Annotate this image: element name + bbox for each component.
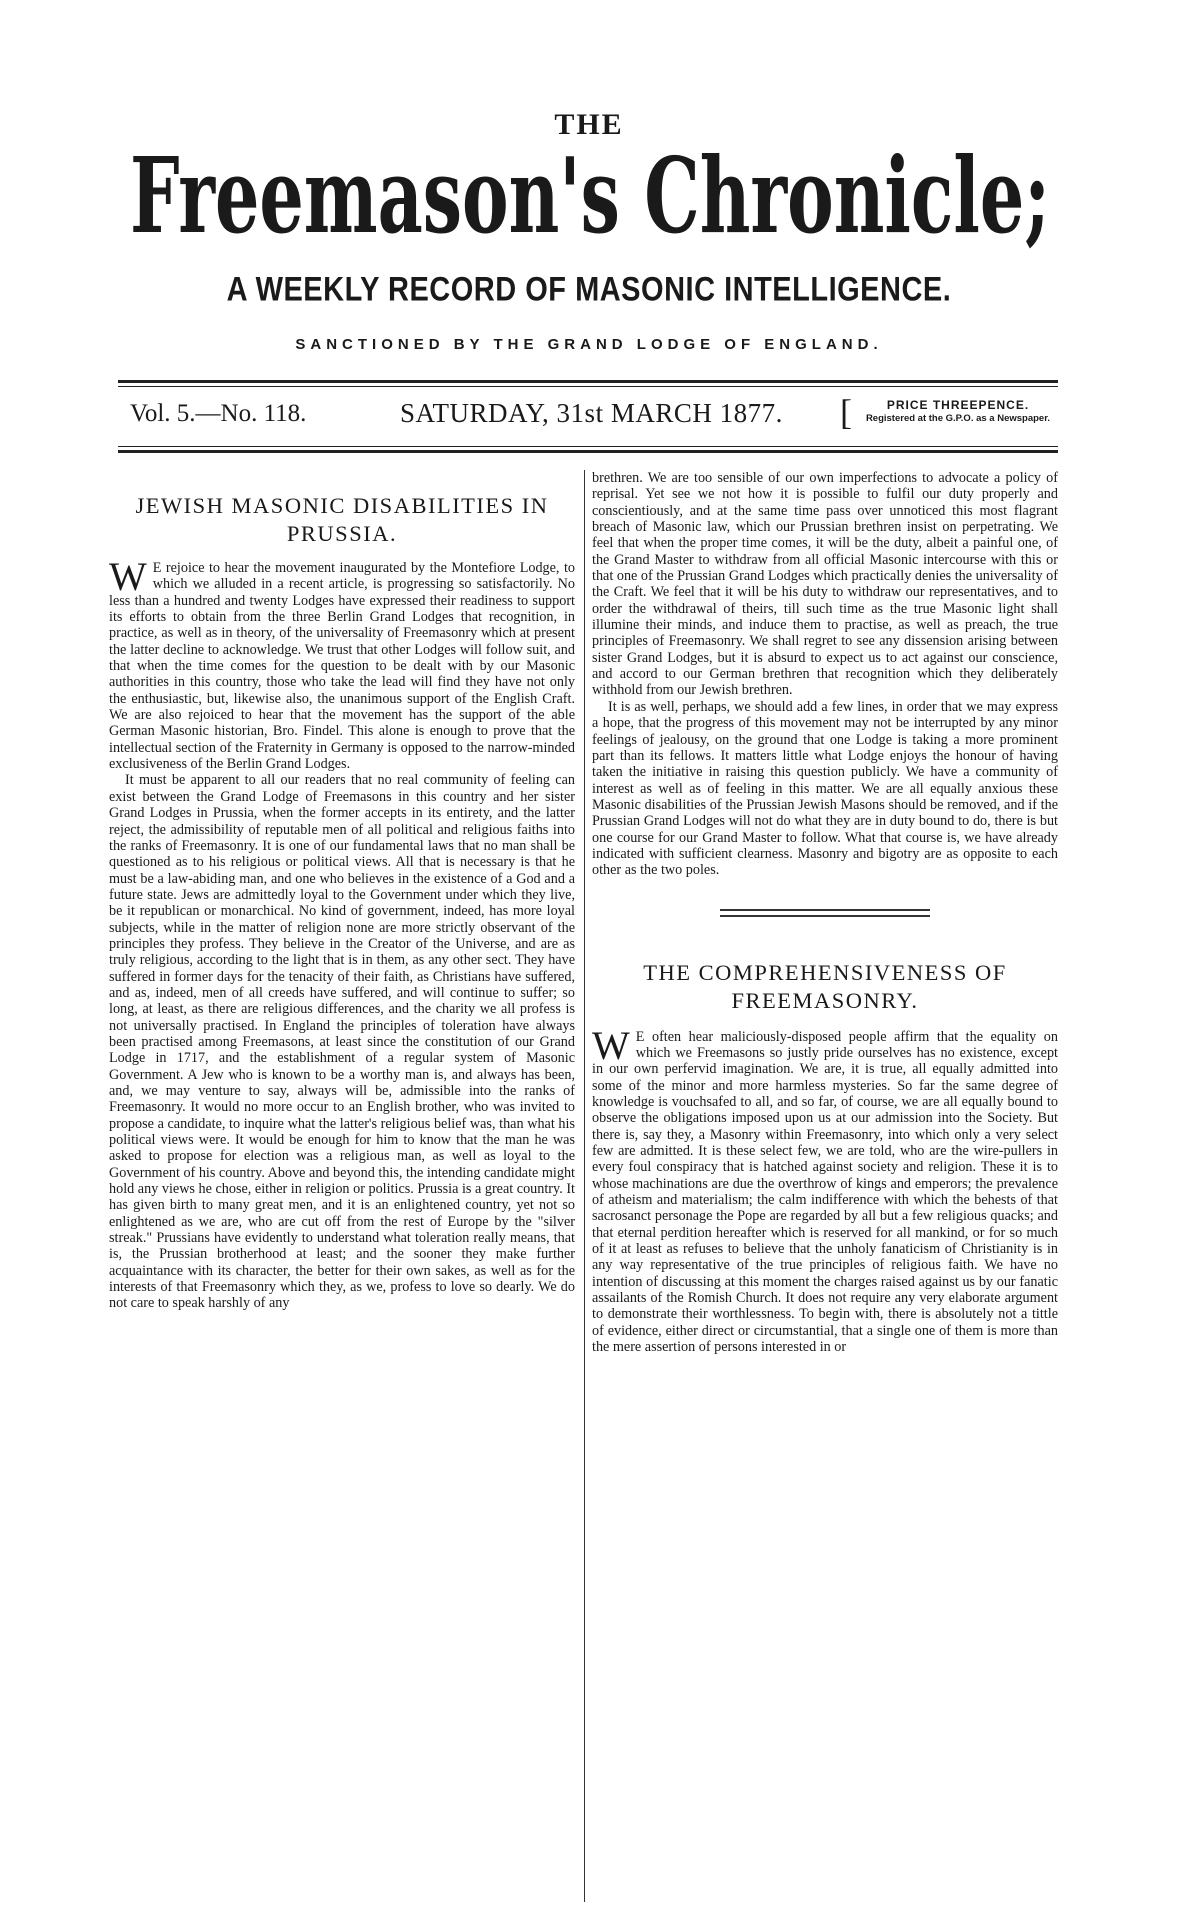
article-2-dropcap: W xyxy=(592,1022,630,1068)
issue-price: PRICE THREEPENCE. xyxy=(886,398,1030,412)
column-divider xyxy=(584,470,585,1902)
article-1-paragraph-3: brethren. We are too sensible of our own imperfections to advocate a policy of reprisal. Yet see we not how it is possible to fulfil our duty properly and conscientiously, and at the same time pass over unnoticed this most flagrant breach of Masonic law, which our Prussian brethren insist on perpetrating. We feel that when the proper time comes, it will be the duty, albeit a painful one, of the Grand Master to withdraw from all official Masonic intercourse with this or that one of the Prussian Grand Lodges which practically denies the universality of the Craft. We feel that it will be his duty to withdraw our representatives, and to order the withdrawal of theirs, till such time as the true Masonic light shall illumine their minds, and induce them to practise, as well as preach, the true principles of Freemasonry. We shall regret to see any dissension arising between sister Grand Lodges, but it is absurd to expect us to act against our conscience, and accord to our German brethren that recognition which they deliberately withhold from our Jewish brethren. xyxy=(592,470,1058,699)
article-1-title-line-2: PRUSSIA. xyxy=(286,521,398,546)
article-1-paragraph-1 xyxy=(109,554,575,773)
article-2-title-line-1: THE COMPREHENSIVENESS OF xyxy=(643,959,1007,985)
section-separator xyxy=(720,909,930,917)
article-1-title-line-1: JEWISH MASONIC DISABILITIES IN xyxy=(135,493,549,518)
column-right xyxy=(592,470,1058,1355)
issue-line xyxy=(118,394,1058,434)
issue-registration: Registered at the G.P.O. as a Newspaper. xyxy=(865,413,1051,424)
article-2-paragraph-1 xyxy=(592,1022,1058,1356)
price-bracket: [ xyxy=(840,392,852,432)
masthead-the: THE xyxy=(554,108,624,141)
article-2-paragraph-1-text: E often hear maliciously-disposed people affirm that the equality on which we Freemasons so justly pride ourselves has no existence, except in our own perfervid imagination. We are, it is true, all equally admitted into some of the minor and more harmless mysteries. So far the same degree of knowledge is vouchsafed to all, and so far, of course, we are all equally bound to observe the obligations imposed upon us at our admission into the Society. But there is, say they, a Masonry within Freemasonry, into which only a very select few are admitted. It is these select few, we are told, who are the wire-pullers in every foul conspiracy that is hatched against society and religion. These it is to whose machinations are due the overthrow of kings and emperors; the prevalence of atheism and materialism; the calm indifference with which the behests of that sacrosanct personage the Pope are regarded by all but a few religious quacks; and that eternal perdition hereafter which is reserved for all mankind, or for so much of it at least as refuses to believe that the unholy fanaticism of Christianity is in any way representative of the true principles of religious faith. We have no intention of discussing at this moment the charges raised against us by our fanatic assailants of the Romish Church. It does not require any very elaborate argument to demonstrate their worthlessness. To begin with, there is absolutely not a tittle of evidence, either direct or circumstantial, that a single one of them is more than the mere assertion of persons interested in or xyxy=(592,1028,1058,1356)
header-rule-bottom-thick xyxy=(118,450,1058,453)
masthead-title-text: Freemason's Chronicle; xyxy=(130,140,1050,252)
article-2-title xyxy=(592,959,1058,1015)
article-1-paragraph-1-text: E rejoice to hear the movement inaugurated by the Montefiore Lodge, to which we alluded in a recent article, is progressing so satisfactorily. No less than a hundred and twenty Lodges have expressed their readiness to support its efforts to obtain from the three Berlin Grand Lodges that recognition, in practice, as well as in theory, of the universality of Freemasonry which at present the latter decline to acknowledge. We trust that other Lodges will follow suit, and that when the time comes for the question to be dealt with by our Masonic authorities in this country, those who take the lead will find they have not only the enthusiastic, but, likewise also, the unanimous support of the English Craft. We are also rejoiced to hear that the movement has the support of the able German Masonic historian, Bro. Findel. This alone is enough to prove that the intellectual section of the Fraternity in Germany is opposed to the narrow-minded exclusiveness of the Berlin Grand Lodges. xyxy=(109,560,575,773)
issue-date: SATURDAY, 31st MARCH 1877. xyxy=(400,398,783,428)
masthead-subtitle: A WEEKLY RECORD OF MASONIC INTELLIGENCE. xyxy=(226,271,952,309)
header-rule-bottom-thin xyxy=(118,446,1058,447)
article-1-paragraph-2: It must be apparent to all our readers that no real community of feeling can exist between the Grand Lodge of Freemasons in this country and her sister Grand Lodges in Prussia, when the former accepts in its entirety, and the latter reject, the admissibility of reputable men of all political and religious faiths into the ranks of Freemasonry. It is one of our fundamental laws that no man shall be questioned as to his religious or political views. All that is necessary is that he must be a law-abiding man, and one who believes in the existence of a God and a future state. Jews are admittedly loyal to the Government under which they live, be it republican or monarchical. No kind of government, indeed, has more loyal subjects, while in the matter of religion none are more strictly observant of the principles they profess. They believe in the Creator of the Universe, and are as truly religious, according to the light that is in them, as any other sect. They have suffered in former days for the tenacity of their faith, as Christians have suffered, and as, indeed, men of all creeds have suffered, and will continue to suffer; so long, at least, as there are religious differences, and the charity we all profess is not universally practised. In England the principles of toleration have always been practised among Freemasons, at least since the constitution of our Grand Lodge in 1717, and the establishment of a regular system of Masonic Government. A Jew who is known to be a worthy man is, and always has been, and, we may venture to say, always will be, admissible into the ranks of Freemasonry. It would no more occur to an English brother, who was invited to propose a candidate, to inquire what the latter's religious belief was, than what his political views were. It would be enough for him to know that the man he was asked to propose for election was a religious man, as well as loyal to the Government of his country. Above and beyond this, the intending candidate might hold any views he chose, either in religion or politics. Prussia is a great country. It has given birth to many great men, and it is an enlightened country, yet not so enlightened as we are, who are cut off from the rest of Europe by the "silver streak." Prussians have evidently to understand what toleration really means, that is, the Prussian brotherhood at least; and the sooner they make further acquaintance with its character, the better for their own sakes, as well as for the interests of that Freemasonry which they, as we, profess to love so dearly. We do not care to speak harshly of any xyxy=(109,772,575,1312)
issue-volume: Vol. 5.—No. 118. xyxy=(130,400,307,427)
header-rule-top-thick xyxy=(118,380,1058,383)
article-1-dropcap: W xyxy=(109,554,147,599)
article-2-title-line-2: FREEMASONRY. xyxy=(731,987,919,1013)
masthead-sanction: SANCTIONED BY THE GRAND LODGE OF ENGLAND. xyxy=(295,336,883,353)
separator-line-1 xyxy=(720,909,930,911)
separator-line-2 xyxy=(720,915,930,917)
masthead-title xyxy=(120,140,1060,252)
column-left xyxy=(109,470,575,1312)
article-1-title xyxy=(109,492,575,548)
header-rule-top-thin xyxy=(118,386,1058,387)
article-1-paragraph-4: It is as well, perhaps, we should add a few lines, in order that we may express a hope, that the progress of this movement may not be interrupted by any minor feelings of jealousy, on the ground that one Lodge is taking a more prominent part than its fellows. It matters little what Lodge enjoys the honour of having taken the initiative in raising this question publicly. We have a community of interest as well as of feeling in this matter. We are all equally anxious these Masonic disabilities of the Prussian Jewish Masons should be removed, and if the Prussian Grand Lodges will not do what they are in duty bound to do, there is but one course for our Grand Master to follow. What that course is, we have already indicated with sufficient clearness. Masonry and bigotry are as opposite to each other as the two poles. xyxy=(592,698,1058,879)
